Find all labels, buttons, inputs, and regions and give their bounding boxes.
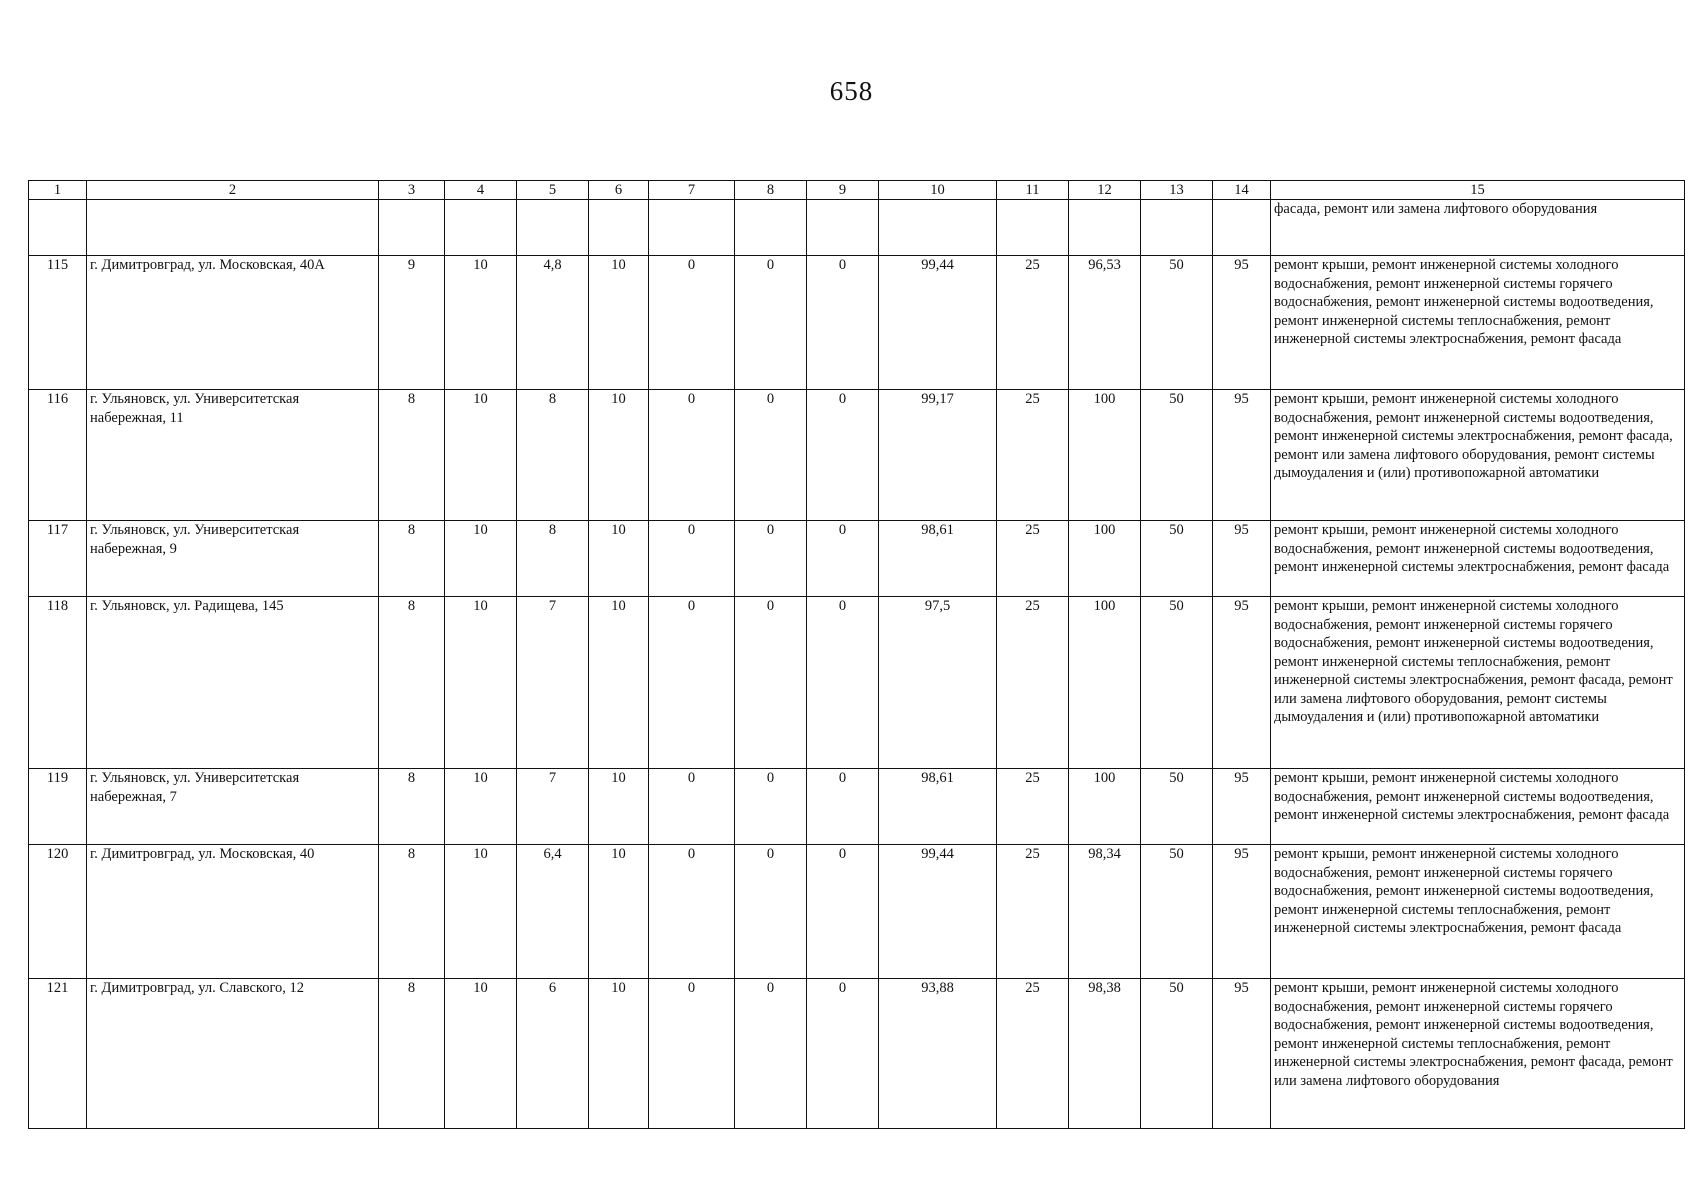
value-cell: 0 xyxy=(807,521,879,597)
value-cell: 10 xyxy=(445,769,517,845)
value-cell: 25 xyxy=(997,521,1069,597)
value-cell: 93,88 xyxy=(879,979,997,1129)
value-cell: 98,61 xyxy=(879,521,997,597)
value-cell: 25 xyxy=(997,390,1069,521)
value-cell: 8 xyxy=(517,390,589,521)
row-number-cell: 121 xyxy=(29,979,87,1129)
empty-cell xyxy=(997,200,1069,256)
page-number: 658 xyxy=(829,76,874,106)
value-cell: 8 xyxy=(379,769,445,845)
value-cell: 0 xyxy=(735,521,807,597)
address-cell: г. Димитровград, ул. Московская, 40А xyxy=(87,256,379,390)
row-number-cell: 117 xyxy=(29,521,87,597)
table-body xyxy=(29,181,1685,1129)
value-cell: 25 xyxy=(997,256,1069,390)
empty-cell xyxy=(807,200,879,256)
column-header: 12 xyxy=(1069,181,1141,200)
value-cell: 10 xyxy=(445,390,517,521)
empty-cell xyxy=(1069,200,1141,256)
value-cell: 10 xyxy=(445,597,517,769)
column-header: 2 xyxy=(87,181,379,200)
value-cell: 10 xyxy=(589,979,649,1129)
works-cell: ремонт крыши, ремонт инженерной системы холодного водоснабжения, ремонт инженерной системы водоотведения, ремонт инженерной системы электроснабжения, ремонт фасада xyxy=(1271,521,1685,597)
column-header: 7 xyxy=(649,181,735,200)
table-row xyxy=(29,597,1685,769)
value-cell: 95 xyxy=(1213,979,1271,1129)
value-cell: 0 xyxy=(649,390,735,521)
value-cell: 50 xyxy=(1141,845,1213,979)
value-cell: 97,5 xyxy=(879,597,997,769)
empty-cell xyxy=(445,200,517,256)
column-header: 11 xyxy=(997,181,1069,200)
value-cell: 98,61 xyxy=(879,769,997,845)
table-row xyxy=(29,845,1685,979)
value-cell: 10 xyxy=(445,521,517,597)
table-row xyxy=(29,256,1685,390)
column-header: 13 xyxy=(1141,181,1213,200)
column-header: 9 xyxy=(807,181,879,200)
address-cell: г. Ульяновск, ул. Университетская набережная, 11 xyxy=(87,390,379,521)
value-cell: 25 xyxy=(997,845,1069,979)
table-row xyxy=(29,769,1685,845)
value-cell: 8 xyxy=(517,521,589,597)
column-header: 3 xyxy=(379,181,445,200)
column-header: 1 xyxy=(29,181,87,200)
table-row xyxy=(29,521,1685,597)
value-cell: 50 xyxy=(1141,390,1213,521)
value-cell: 0 xyxy=(735,256,807,390)
value-cell: 0 xyxy=(807,769,879,845)
value-cell: 0 xyxy=(807,845,879,979)
value-cell: 25 xyxy=(997,597,1069,769)
column-header: 14 xyxy=(1213,181,1271,200)
row-number-cell: 115 xyxy=(29,256,87,390)
address-cell: г. Ульяновск, ул. Радищева, 145 xyxy=(87,597,379,769)
value-cell: 10 xyxy=(445,979,517,1129)
column-header: 6 xyxy=(589,181,649,200)
address-cell: г. Димитровград, ул. Московская, 40 xyxy=(87,845,379,979)
value-cell: 96,53 xyxy=(1069,256,1141,390)
works-cell: ремонт крыши, ремонт инженерной системы холодного водоснабжения, ремонт инженерной системы водоотведения, ремонт инженерной системы электроснабжения, ремонт фасада, ремонт или замена лифтового оборудования, ремонт системы дымоудаления и (или) противопожарной автоматики xyxy=(1271,390,1685,521)
column-header: 15 xyxy=(1271,181,1685,200)
works-cell: ремонт крыши, ремонт инженерной системы холодного водоснабжения, ремонт инженерной системы горячего водоснабжения, ремонт инженерной системы водоотведения, ремонт инженерной системы теплоснабжения, ремонт инженерной системы электроснабжения, ремонт фасада xyxy=(1271,845,1685,979)
value-cell: 50 xyxy=(1141,256,1213,390)
value-cell: 8 xyxy=(379,597,445,769)
value-cell: 0 xyxy=(649,521,735,597)
value-cell: 25 xyxy=(997,979,1069,1129)
value-cell: 0 xyxy=(649,597,735,769)
works-cell: ремонт крыши, ремонт инженерной системы холодного водоснабжения, ремонт инженерной системы горячего водоснабжения, ремонт инженерной системы водоотведения, ремонт инженерной системы теплоснабжения, ремонт инженерной системы электроснабжения, ремонт фасада xyxy=(1271,256,1685,390)
value-cell: 0 xyxy=(649,256,735,390)
value-cell: 100 xyxy=(1069,769,1141,845)
value-cell: 0 xyxy=(807,390,879,521)
works-cell: фасада, ремонт или замена лифтового оборудования xyxy=(1271,200,1685,256)
value-cell: 25 xyxy=(997,769,1069,845)
empty-cell xyxy=(87,200,379,256)
empty-cell xyxy=(589,200,649,256)
value-cell: 99,44 xyxy=(879,845,997,979)
value-cell: 95 xyxy=(1213,256,1271,390)
row-number-cell: 116 xyxy=(29,390,87,521)
row-number-cell: 120 xyxy=(29,845,87,979)
repair-table xyxy=(28,180,1685,1129)
value-cell: 100 xyxy=(1069,390,1141,521)
column-header: 4 xyxy=(445,181,517,200)
value-cell: 99,17 xyxy=(879,390,997,521)
empty-cell xyxy=(735,200,807,256)
works-cell: ремонт крыши, ремонт инженерной системы холодного водоснабжения, ремонт инженерной системы горячего водоснабжения, ремонт инженерной системы водоотведения, ремонт инженерной системы теплоснабжения, ремонт инженерной системы электроснабжения, ремонт фасада, ремонт или замена лифтового оборудования, ремонт системы дымоудаления и (или) противопожарной автоматики xyxy=(1271,597,1685,769)
works-cell: ремонт крыши, ремонт инженерной системы холодного водоснабжения, ремонт инженерной системы водоотведения, ремонт инженерной системы электроснабжения, ремонт фасада xyxy=(1271,769,1685,845)
address-cell: г. Димитровград, ул. Славского, 12 xyxy=(87,979,379,1129)
value-cell: 50 xyxy=(1141,769,1213,845)
empty-cell xyxy=(1141,200,1213,256)
value-cell: 95 xyxy=(1213,597,1271,769)
value-cell: 0 xyxy=(807,597,879,769)
value-cell: 95 xyxy=(1213,390,1271,521)
value-cell: 8 xyxy=(379,845,445,979)
value-cell: 98,38 xyxy=(1069,979,1141,1129)
value-cell: 10 xyxy=(445,256,517,390)
value-cell: 95 xyxy=(1213,845,1271,979)
value-cell: 0 xyxy=(735,845,807,979)
value-cell: 98,34 xyxy=(1069,845,1141,979)
value-cell: 10 xyxy=(589,390,649,521)
value-cell: 10 xyxy=(589,597,649,769)
value-cell: 50 xyxy=(1141,521,1213,597)
value-cell: 10 xyxy=(589,769,649,845)
value-cell: 0 xyxy=(735,769,807,845)
value-cell: 0 xyxy=(649,769,735,845)
value-cell: 100 xyxy=(1069,521,1141,597)
value-cell: 0 xyxy=(649,845,735,979)
value-cell: 10 xyxy=(445,845,517,979)
value-cell: 0 xyxy=(807,979,879,1129)
value-cell: 0 xyxy=(807,256,879,390)
value-cell: 95 xyxy=(1213,769,1271,845)
value-cell: 10 xyxy=(589,845,649,979)
header-row xyxy=(29,181,1685,200)
value-cell: 50 xyxy=(1141,979,1213,1129)
column-header: 10 xyxy=(879,181,997,200)
value-cell: 8 xyxy=(379,979,445,1129)
value-cell: 4,8 xyxy=(517,256,589,390)
table-row xyxy=(29,979,1685,1129)
empty-cell xyxy=(879,200,997,256)
empty-cell xyxy=(649,200,735,256)
column-header: 8 xyxy=(735,181,807,200)
value-cell: 50 xyxy=(1141,597,1213,769)
value-cell: 0 xyxy=(735,390,807,521)
value-cell: 6,4 xyxy=(517,845,589,979)
value-cell: 0 xyxy=(735,597,807,769)
column-header: 5 xyxy=(517,181,589,200)
value-cell: 99,44 xyxy=(879,256,997,390)
row-number-cell: 119 xyxy=(29,769,87,845)
value-cell: 95 xyxy=(1213,521,1271,597)
value-cell: 7 xyxy=(517,597,589,769)
value-cell: 0 xyxy=(735,979,807,1129)
value-cell: 100 xyxy=(1069,597,1141,769)
value-cell: 10 xyxy=(589,521,649,597)
empty-cell xyxy=(29,200,87,256)
value-cell: 9 xyxy=(379,256,445,390)
value-cell: 8 xyxy=(379,390,445,521)
table-row xyxy=(29,390,1685,521)
continuation-row xyxy=(29,200,1685,256)
address-cell: г. Ульяновск, ул. Университетская набережная, 9 xyxy=(87,521,379,597)
value-cell: 0 xyxy=(649,979,735,1129)
address-cell: г. Ульяновск, ул. Университетская набережная, 7 xyxy=(87,769,379,845)
value-cell: 6 xyxy=(517,979,589,1129)
value-cell: 10 xyxy=(589,256,649,390)
empty-cell xyxy=(1213,200,1271,256)
empty-cell xyxy=(379,200,445,256)
value-cell: 8 xyxy=(379,521,445,597)
value-cell: 7 xyxy=(517,769,589,845)
row-number-cell: 118 xyxy=(29,597,87,769)
works-cell: ремонт крыши, ремонт инженерной системы холодного водоснабжения, ремонт инженерной системы горячего водоснабжения, ремонт инженерной системы водоотведения, ремонт инженерной системы теплоснабжения, ремонт инженерной системы электроснабжения, ремонт фасада, ремонт или замена лифтового оборудования xyxy=(1271,979,1685,1129)
empty-cell xyxy=(517,200,589,256)
